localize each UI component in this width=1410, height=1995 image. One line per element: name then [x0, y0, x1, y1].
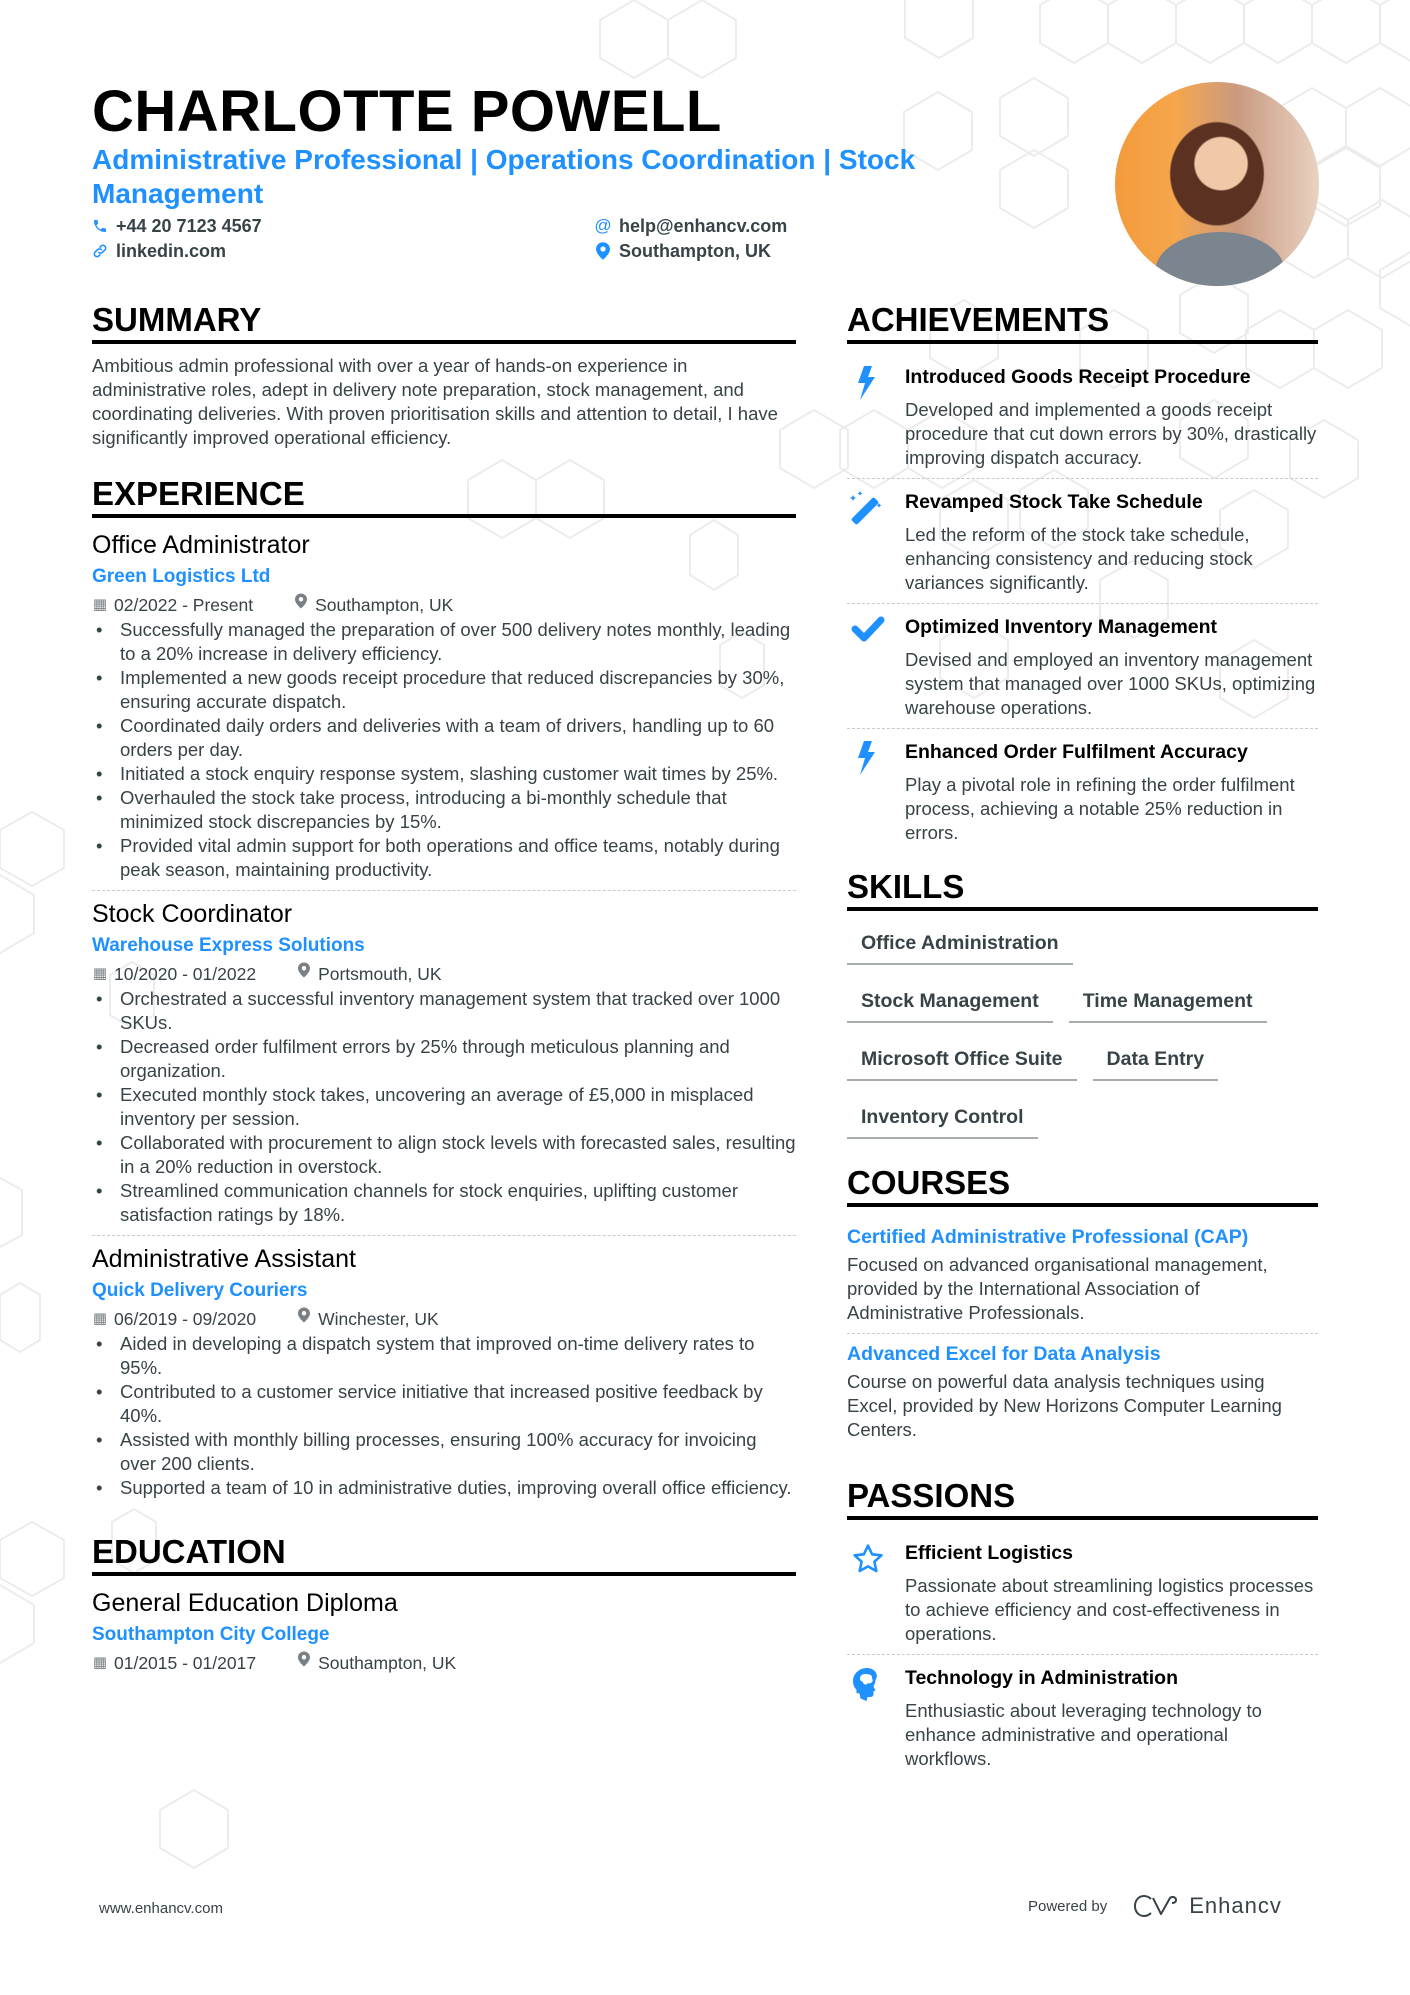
- job-title: Stock Coordinator: [92, 900, 293, 928]
- achievement-title: Enhanced Order Fulfilment Accuracy: [905, 741, 1248, 763]
- left-column: [92, 300, 796, 1690]
- job-meta: [92, 961, 796, 987]
- passion-desc: Enthusiastic about leveraging technology to enhance administrative and operational workflows.: [905, 1700, 1262, 1769]
- lightning-bolt-icon: [847, 739, 905, 845]
- course-desc: Course on powerful data analysis techniques using Excel, provided by New Horizons Computer Learning Centers.: [847, 1371, 1282, 1440]
- location-pin-icon: [296, 1650, 312, 1676]
- course-title: Advanced Excel for Data Analysis: [847, 1343, 1161, 1365]
- courses-list: [847, 1217, 1318, 1450]
- footer-powered-by: [1028, 1893, 1282, 1919]
- enhancv-logo[interactable]: [1133, 1893, 1282, 1919]
- checkmark-icon: [847, 614, 905, 720]
- course-item: [847, 1334, 1318, 1450]
- job-company: Quick Delivery Couriers: [92, 1280, 308, 1301]
- job-location: Winchester, UK: [318, 1309, 439, 1329]
- experience-list: [92, 528, 796, 1508]
- job-bullet: • Contributed to a customer service initiative that increased positive feedback by 40%.: [92, 1380, 796, 1428]
- section-heading-education: EDUCATION: [92, 1532, 796, 1576]
- passion-desc: Passionate about streamlining logistics processes to achieve efficiency and cost-effectiveness in operations.: [905, 1575, 1314, 1644]
- achievement-desc: Devised and employed an inventory management system that managed over 1000 SKUs, optimizing warehouse operations.: [905, 649, 1316, 718]
- course-item: [847, 1217, 1318, 1334]
- job-meta: [92, 592, 796, 618]
- job-bullet: • Orchestrated a successful inventory management system that tracked over 1000 SKUs.: [92, 987, 796, 1035]
- passion-title: Efficient Logistics: [905, 1542, 1073, 1564]
- section-heading-skills: SKILLS: [847, 867, 1318, 911]
- job-bullets: [92, 618, 796, 882]
- passion-title: Technology in Administration: [905, 1667, 1178, 1689]
- location-text: Southampton, UK: [619, 241, 771, 261]
- skill-tag: Office Administration: [847, 921, 1073, 965]
- job-bullet: • Overhauled the stock take process, introducing a bi-monthly schedule that minimized stock discrepancies by 15%.: [92, 786, 796, 834]
- job-bullet: • Supported a team of 10 in administrative duties, improving overall office efficiency.: [92, 1476, 796, 1500]
- skill-tag: Inventory Control: [847, 1095, 1038, 1139]
- location-pin-icon: [595, 242, 611, 260]
- achievement-title: Revamped Stock Take Schedule: [905, 491, 1203, 513]
- photo-shoulders: [1155, 232, 1285, 286]
- location-pin-icon: [296, 1306, 312, 1332]
- passions-list: [847, 1530, 1318, 1779]
- job-company: Green Logistics Ltd: [92, 566, 271, 587]
- achievements-list: [847, 354, 1318, 853]
- section-heading-achievements: ACHIEVEMENTS: [847, 300, 1318, 344]
- job-bullet: • Assisted with monthly billing processes, ensuring 100% accuracy for invoicing over 200 clients.: [92, 1428, 796, 1476]
- experience-entry: [92, 528, 796, 891]
- job-bullet: • Provided vital admin support for both operations and office teams, notably during peak season, maintaining productivity.: [92, 834, 796, 882]
- contact-link[interactable]: [92, 239, 226, 263]
- job-location: Portsmouth, UK: [318, 964, 442, 984]
- magic-wand-icon: [847, 489, 905, 595]
- achievement-item: [847, 479, 1318, 604]
- job-location: Southampton, UK: [315, 595, 454, 615]
- contact-email[interactable]: [595, 214, 787, 238]
- brand-name: Enhancv: [1189, 1893, 1282, 1918]
- job-bullet: • Coordinated daily orders and deliveries with a team of drivers, handling up to 60 orders per day.: [92, 714, 796, 762]
- at-sign-icon: @: [594, 216, 612, 235]
- achievement-item: [847, 729, 1318, 853]
- link-icon: [92, 242, 108, 260]
- achievement-title: Introduced Goods Receipt Procedure: [905, 366, 1251, 388]
- job-title: Office Administrator: [92, 531, 310, 559]
- candidate-title: Administrative Professional | Operations Coordination | Stock Management: [92, 144, 916, 209]
- experience-entry: [92, 1242, 796, 1508]
- achievement-desc: Play a pivotal role in refining the order fulfilment process, achieving a notable 25% reduction in errors.: [905, 774, 1295, 843]
- job-dates: 02/2022 - Present: [114, 595, 254, 615]
- job-bullets: [92, 1332, 796, 1500]
- lightning-bolt-icon: [847, 364, 905, 470]
- passion-item: [847, 1655, 1318, 1779]
- enhancv-logo-icon: [1133, 1894, 1179, 1918]
- achievement-desc: Led the reform of the stock take schedule, enhancing consistency and reducing stock variances significantly.: [905, 524, 1253, 593]
- job-bullet: • Successfully managed the preparation of over 500 delivery notes monthly, leading to a 20% increase in delivery efficiency.: [92, 618, 796, 666]
- summary-text: Ambitious admin professional with over a year of hands-on experience in administrative roles, adept in delivery note preparation, stock management, and coordinating deliveries. With proven prioritisation skills and attention to detail, I have significantly improved operational efficiency.: [92, 355, 778, 448]
- job-meta: [92, 1306, 796, 1332]
- section-heading-experience: EXPERIENCE: [92, 474, 796, 518]
- phone-icon: [92, 217, 108, 235]
- passion-item: [847, 1530, 1318, 1655]
- profile-photo: [1115, 82, 1319, 286]
- location-pin-icon: [296, 961, 312, 987]
- education-entry: [92, 1586, 796, 1684]
- job-bullet: • Initiated a stock enquiry response system, slashing customer wait times by 25%.: [92, 762, 796, 786]
- achievement-item: [847, 604, 1318, 729]
- candidate-name: CHARLOTTE POWELL: [92, 79, 722, 144]
- calendar-icon: ▦: [92, 1654, 108, 1671]
- skills-list: [847, 921, 1318, 1153]
- achievement-item: [847, 354, 1318, 479]
- job-title: Administrative Assistant: [92, 1245, 356, 1273]
- location-pin-icon: [293, 592, 309, 618]
- email-text: help@enhancv.com: [619, 216, 788, 236]
- job-dates: 10/2020 - 01/2022: [114, 964, 257, 984]
- section-heading-passions: PASSIONS: [847, 1476, 1318, 1520]
- job-bullet: • Aided in developing a dispatch system that improved on-time delivery rates to 95%.: [92, 1332, 796, 1380]
- calendar-icon: ▦: [92, 965, 108, 982]
- job-bullet: • Executed monthly stock takes, uncovering an average of £5,000 in misplaced inventory per session.: [92, 1083, 796, 1131]
- link-text: linkedin.com: [116, 241, 227, 261]
- calendar-icon: ▦: [92, 1310, 108, 1327]
- job-bullet: • Decreased order fulfilment errors by 25% through meticulous planning and organization.: [92, 1035, 796, 1083]
- job-bullets: [92, 987, 796, 1227]
- education-dates: 01/2015 - 01/2017: [114, 1653, 257, 1673]
- job-company: Warehouse Express Solutions: [92, 935, 365, 956]
- star-icon: [847, 1540, 905, 1646]
- powered-by-label: Powered by: [1028, 1897, 1108, 1915]
- achievement-title: Optimized Inventory Management: [905, 616, 1218, 638]
- education-school: Southampton City College: [92, 1624, 330, 1645]
- contact-location: [595, 239, 771, 263]
- education-degree: General Education Diploma: [92, 1589, 398, 1617]
- education-meta: [92, 1650, 796, 1676]
- phone-text: +44 20 7123 4567: [116, 216, 262, 236]
- contact-phone[interactable]: [92, 214, 262, 238]
- skill-tag: Data Entry: [1093, 1037, 1219, 1081]
- job-bullet: • Implemented a new goods receipt procedure that reduced discrepancies by 30%, ensuring accurate dispatch.: [92, 666, 796, 714]
- section-heading-courses: COURSES: [847, 1163, 1318, 1207]
- education-location: Southampton, UK: [318, 1653, 457, 1673]
- skill-tag: Time Management: [1069, 979, 1267, 1023]
- experience-entry: [92, 897, 796, 1236]
- skill-tag: Stock Management: [847, 979, 1053, 1023]
- job-dates: 06/2019 - 09/2020: [114, 1309, 257, 1329]
- right-column: [847, 300, 1318, 1779]
- head-brain-icon: [847, 1665, 905, 1771]
- job-bullet: • Collaborated with procurement to align stock levels with forecasted sales, resulting in a 20% reduction in overstock.: [92, 1131, 796, 1179]
- footer-website-link[interactable]: www.enhancv.com: [99, 1900, 223, 1917]
- calendar-icon: ▦: [92, 596, 108, 613]
- section-heading-summary: SUMMARY: [92, 300, 796, 344]
- course-title: Certified Administrative Professional (CAP): [847, 1226, 1249, 1248]
- job-bullet: • Streamlined communication channels for stock enquiries, uplifting customer satisfaction ratings by 18%.: [92, 1179, 796, 1227]
- achievement-desc: Developed and implemented a goods receipt procedure that cut down errors by 30%, drastically improving dispatch accuracy.: [905, 399, 1317, 468]
- course-desc: Focused on advanced organisational management, provided by the International Association of Administrative Professionals.: [847, 1254, 1268, 1323]
- skill-tag: Microsoft Office Suite: [847, 1037, 1077, 1081]
